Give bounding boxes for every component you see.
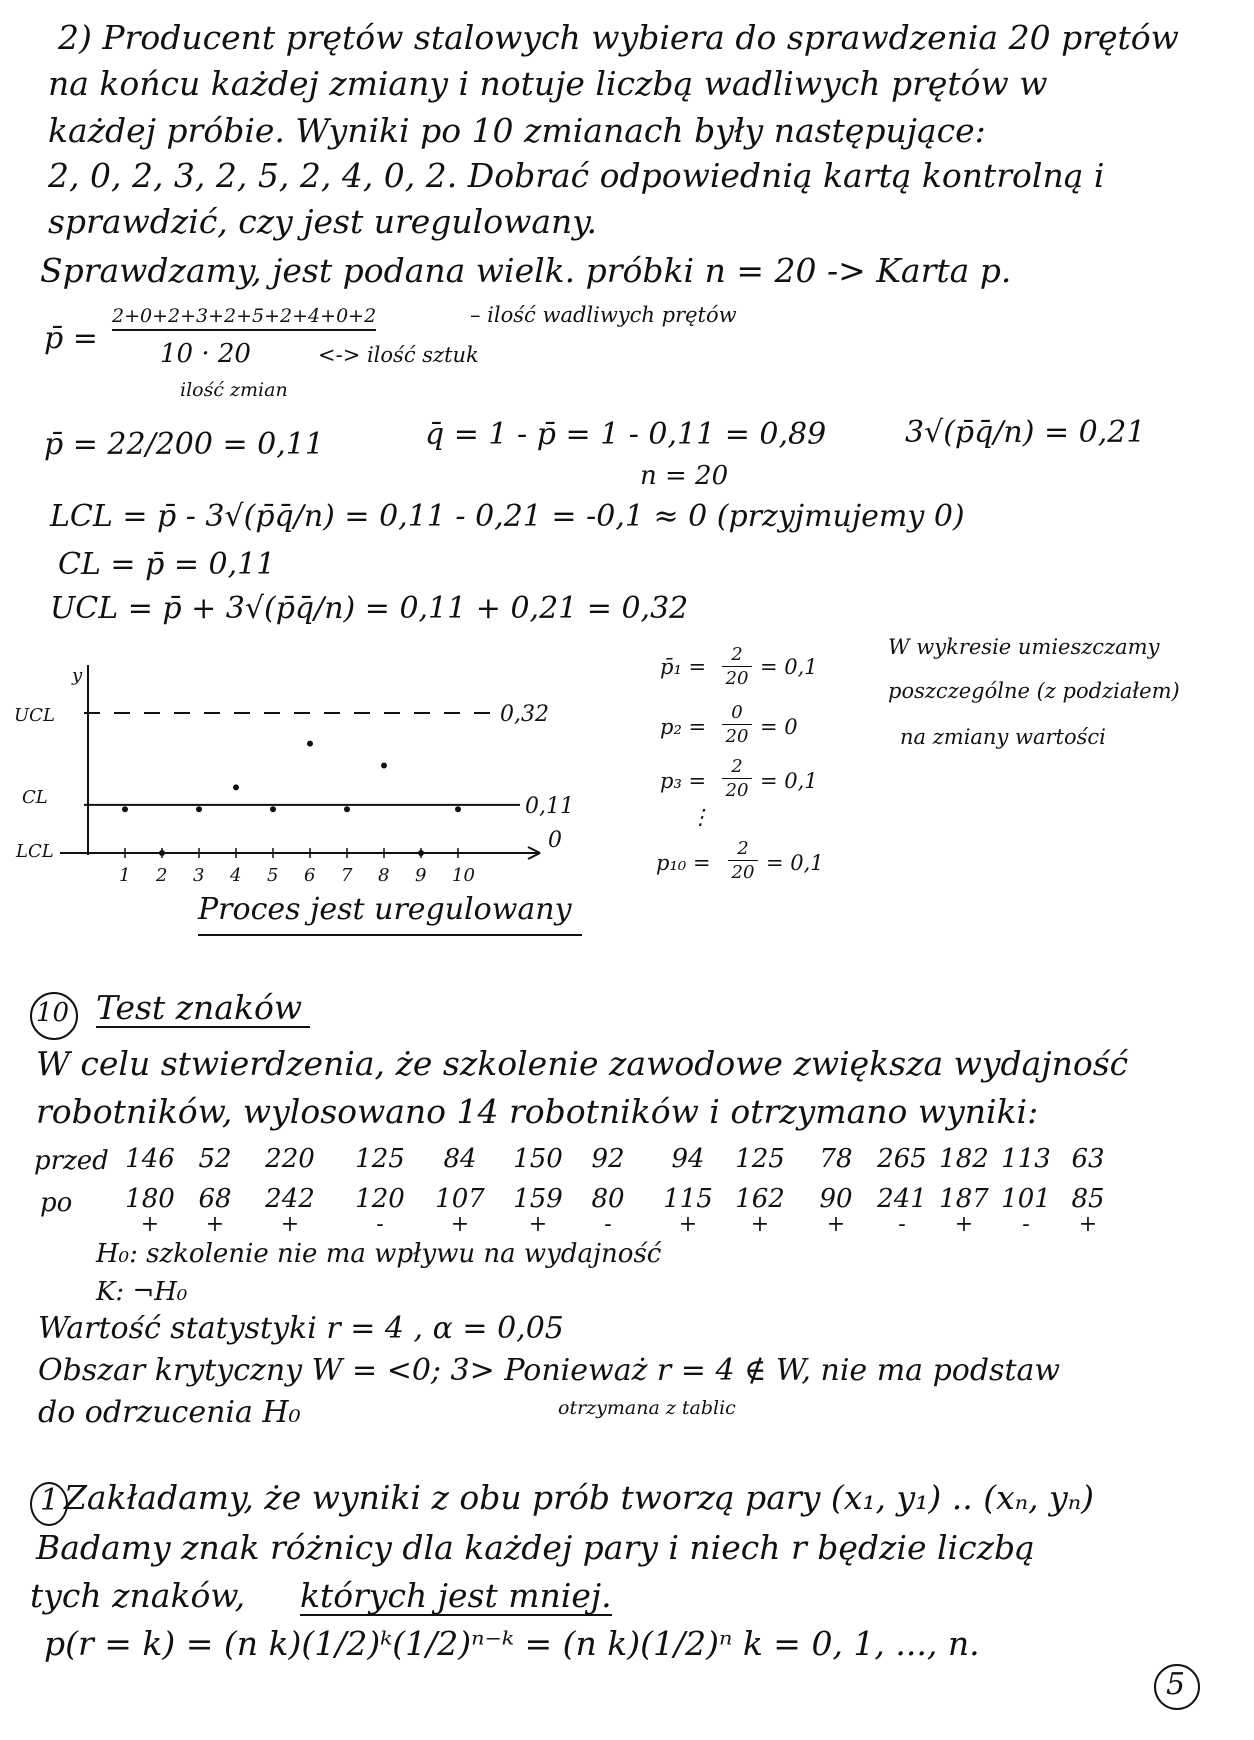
x-tick-label: 8 bbox=[378, 865, 390, 886]
x-tick-label: 7 bbox=[341, 865, 353, 886]
section11-line-2: Badamy znak różnicy dla każdej pary i niech r będzie liczbą bbox=[36, 1528, 1035, 1567]
section11-line-3b: których jest mniej. bbox=[300, 1576, 612, 1615]
statistic-line: Wartość statystyki r = 4 , α = 0,05 bbox=[38, 1311, 564, 1346]
table-note: otrzymana z tablic bbox=[558, 1397, 736, 1419]
table-cell: 63 bbox=[1071, 1144, 1105, 1174]
p3-label: p₃ = bbox=[660, 769, 707, 793]
difference-sign: + bbox=[750, 1212, 770, 1237]
data-point bbox=[418, 850, 424, 856]
problem-statement-line-1: 2) Producent prętów stalowych wybiera do sprawdzenia 20 prętów bbox=[58, 18, 1179, 57]
p3-fraction: 2 20 bbox=[722, 756, 752, 801]
reject-line: do odrzucenia H₀ bbox=[38, 1395, 301, 1430]
section10-statement-1: W celu stwierdzenia, że szkolenie zawodowe zwiększa wydajność bbox=[36, 1044, 1129, 1083]
page-number: 5 bbox=[1166, 1667, 1186, 1702]
table-cell: 150 bbox=[513, 1144, 563, 1174]
problem-statement-line-2: na końcu każdej zmiany i notuje liczbą wadliwych prętów w bbox=[48, 64, 1048, 103]
table-cell: 220 bbox=[265, 1144, 315, 1174]
k-line: K: ¬H₀ bbox=[96, 1277, 188, 1307]
note-line-1: W wykresie umieszczamy bbox=[888, 635, 1160, 659]
difference-sign: - bbox=[604, 1212, 612, 1237]
data-point bbox=[270, 806, 276, 812]
note-line-2: poszczególne (z podziałem) bbox=[888, 679, 1180, 703]
table-cell: 241 bbox=[877, 1184, 927, 1214]
table-cell: 125 bbox=[355, 1144, 405, 1174]
table-cell: 107 bbox=[435, 1184, 485, 1214]
pbar-denominator-note: <-> ilość sztuk bbox=[318, 343, 479, 367]
table-cell: 242 bbox=[265, 1184, 315, 1214]
x-tick-label: 10 bbox=[452, 865, 475, 886]
control-chart bbox=[0, 655, 620, 895]
difference-sign: + bbox=[205, 1212, 225, 1237]
pbar-numerator: 2+0+2+3+2+5+2+4+0+2 bbox=[112, 306, 376, 331]
n-note: n = 20 bbox=[640, 461, 729, 491]
side-dots: ⋮ bbox=[690, 805, 711, 829]
p1-fraction: 2 20 bbox=[722, 644, 752, 689]
table-cell: 120 bbox=[355, 1184, 405, 1214]
p10-fraction: 2 20 bbox=[728, 838, 758, 883]
p1-label: p̄₁ = bbox=[660, 655, 707, 679]
conclusion: Proces jest uregulowany bbox=[198, 893, 582, 936]
data-point bbox=[159, 850, 165, 856]
problem-statement-line-3: każdej próbie. Wyniki po 10 zmianach były następujące: bbox=[48, 111, 986, 150]
section11-line-1: Zakładamy, że wyniki z obu prób tworzą pary (x₁, y₁) .. (xₙ, yₙ) bbox=[64, 1478, 1094, 1517]
section10-statement-2: robotników, wylosowano 14 robotników i otrzymano wyniki: bbox=[36, 1092, 1039, 1131]
x-tick-label: 9 bbox=[415, 865, 427, 886]
ucl-value-label: 0,32 bbox=[500, 702, 549, 727]
section-number: 10 bbox=[36, 998, 70, 1028]
cl-line: CL = p̄ = 0,11 bbox=[58, 547, 276, 582]
difference-sign: + bbox=[678, 1212, 698, 1237]
data-point bbox=[233, 784, 239, 790]
table-cell: 187 bbox=[939, 1184, 989, 1214]
intro-line: Sprawdzamy, jest podana wielk. próbki n = 20 -> Karta p. bbox=[40, 251, 1012, 290]
h0-line: H₀: szkolenie nie ma wpływu na wydajność bbox=[96, 1239, 662, 1269]
table-cell: 78 bbox=[819, 1144, 853, 1174]
pbar-label: p̄ = bbox=[44, 321, 98, 356]
difference-sign: + bbox=[1078, 1212, 1098, 1237]
przed-label: przed bbox=[34, 1146, 109, 1176]
x-tick-label: 2 bbox=[156, 865, 168, 886]
data-point bbox=[122, 806, 128, 812]
data-point bbox=[196, 806, 202, 812]
critical-line: Obszar krytyczny W = <0; 3> Ponieważ r = 4 ∉ W, nie ma podstaw bbox=[38, 1353, 1061, 1388]
pbar-value: p̄ = 22/200 = 0,11 bbox=[44, 427, 324, 462]
x-tick-label: 6 bbox=[304, 865, 316, 886]
table-cell: 125 bbox=[735, 1144, 785, 1174]
table-cell: 52 bbox=[198, 1144, 232, 1174]
table-cell: 90 bbox=[819, 1184, 853, 1214]
y-axis-letter: y bbox=[72, 665, 83, 686]
problem-statement-line-4: 2, 0, 2, 3, 2, 5, 2, 4, 0, 2. Dobrać odpowiednią kartą kontrolną i bbox=[48, 156, 1105, 195]
problem-statement-line-5: sprawdzić, czy jest uregulowany. bbox=[48, 202, 598, 241]
table-cell: 92 bbox=[591, 1144, 625, 1174]
data-point bbox=[455, 806, 461, 812]
table-cell: 84 bbox=[443, 1144, 477, 1174]
table-cell: 146 bbox=[125, 1144, 175, 1174]
table-cell: 162 bbox=[735, 1184, 785, 1214]
table-cell: 68 bbox=[198, 1184, 232, 1214]
pbar-denominator: 10 · 20 bbox=[160, 339, 251, 369]
qbar-value: q̄ = 1 - p̄ = 1 - 0,11 = 0,89 bbox=[425, 417, 827, 452]
probability-formula: p(r = k) = (n k)(1/2)ᵏ(1/2)ⁿ⁻ᵏ = (n k)(1/2)ⁿ k = 0, 1, ..., n. bbox=[44, 1624, 980, 1663]
section11-line-3a: tych znaków, bbox=[30, 1576, 246, 1615]
difference-sign: + bbox=[826, 1212, 846, 1237]
p2-label: p₂ = bbox=[660, 715, 707, 739]
section-title: Test znaków bbox=[96, 990, 310, 1028]
p3-result: = 0,1 bbox=[760, 769, 818, 793]
difference-sign: - bbox=[376, 1212, 384, 1237]
table-cell: 85 bbox=[1071, 1184, 1105, 1214]
po-label: po bbox=[40, 1188, 73, 1218]
lcl-value-label: 0 bbox=[548, 828, 562, 853]
data-point bbox=[307, 741, 313, 747]
table-cell: 101 bbox=[1001, 1184, 1051, 1214]
p1-result: = 0,1 bbox=[760, 655, 818, 679]
table-cell: 265 bbox=[877, 1144, 927, 1174]
x-tick-label: 1 bbox=[119, 865, 131, 886]
table-cell: 159 bbox=[513, 1184, 563, 1214]
data-point bbox=[381, 763, 387, 769]
table-cell: 115 bbox=[663, 1184, 713, 1214]
section11-number: 1 bbox=[40, 1483, 60, 1518]
lcl-line: LCL = p̄ - 3√(p̄q̄/n) = 0,11 - 0,21 = -0,1 ≈ 0 (przyjmujemy 0) bbox=[50, 499, 965, 534]
x-tick-label: 5 bbox=[267, 865, 279, 886]
x-tick-label: 3 bbox=[193, 865, 205, 886]
difference-sign: - bbox=[898, 1212, 906, 1237]
table-cell: 182 bbox=[939, 1144, 989, 1174]
difference-sign: - bbox=[1022, 1212, 1030, 1237]
lcl-axis-label: LCL bbox=[16, 841, 54, 862]
note-line-3: na zmiany wartości bbox=[900, 725, 1106, 749]
ucl-axis-label: UCL bbox=[14, 705, 55, 726]
cl-value-label: 0,11 bbox=[525, 793, 574, 819]
table-cell: 94 bbox=[671, 1144, 705, 1174]
difference-sign: + bbox=[450, 1212, 470, 1237]
table-cell: 113 bbox=[1001, 1144, 1051, 1174]
table-cell: 80 bbox=[591, 1184, 625, 1214]
pbar-numerator-note: – ilość wadliwych prętów bbox=[470, 303, 737, 327]
p2-fraction: 0 20 bbox=[722, 702, 752, 747]
p2-result: = 0 bbox=[760, 715, 798, 739]
p10-label: p₁₀ = bbox=[656, 851, 711, 875]
x-tick-label: 4 bbox=[230, 865, 242, 886]
difference-sign: + bbox=[280, 1212, 300, 1237]
data-point bbox=[344, 806, 350, 812]
three-sigma: 3√(p̄q̄/n) = 0,21 bbox=[905, 415, 1146, 450]
cl-axis-label: CL bbox=[22, 787, 48, 808]
difference-sign: + bbox=[528, 1212, 548, 1237]
zmian-note: ilość zmian bbox=[180, 379, 288, 401]
difference-sign: + bbox=[954, 1212, 974, 1237]
difference-sign: + bbox=[140, 1212, 160, 1237]
ucl-line: UCL = p̄ + 3√(p̄q̄/n) = 0,11 + 0,21 = 0,32 bbox=[50, 591, 689, 626]
p10-result: = 0,1 bbox=[766, 851, 824, 875]
table-cell: 180 bbox=[125, 1184, 175, 1214]
